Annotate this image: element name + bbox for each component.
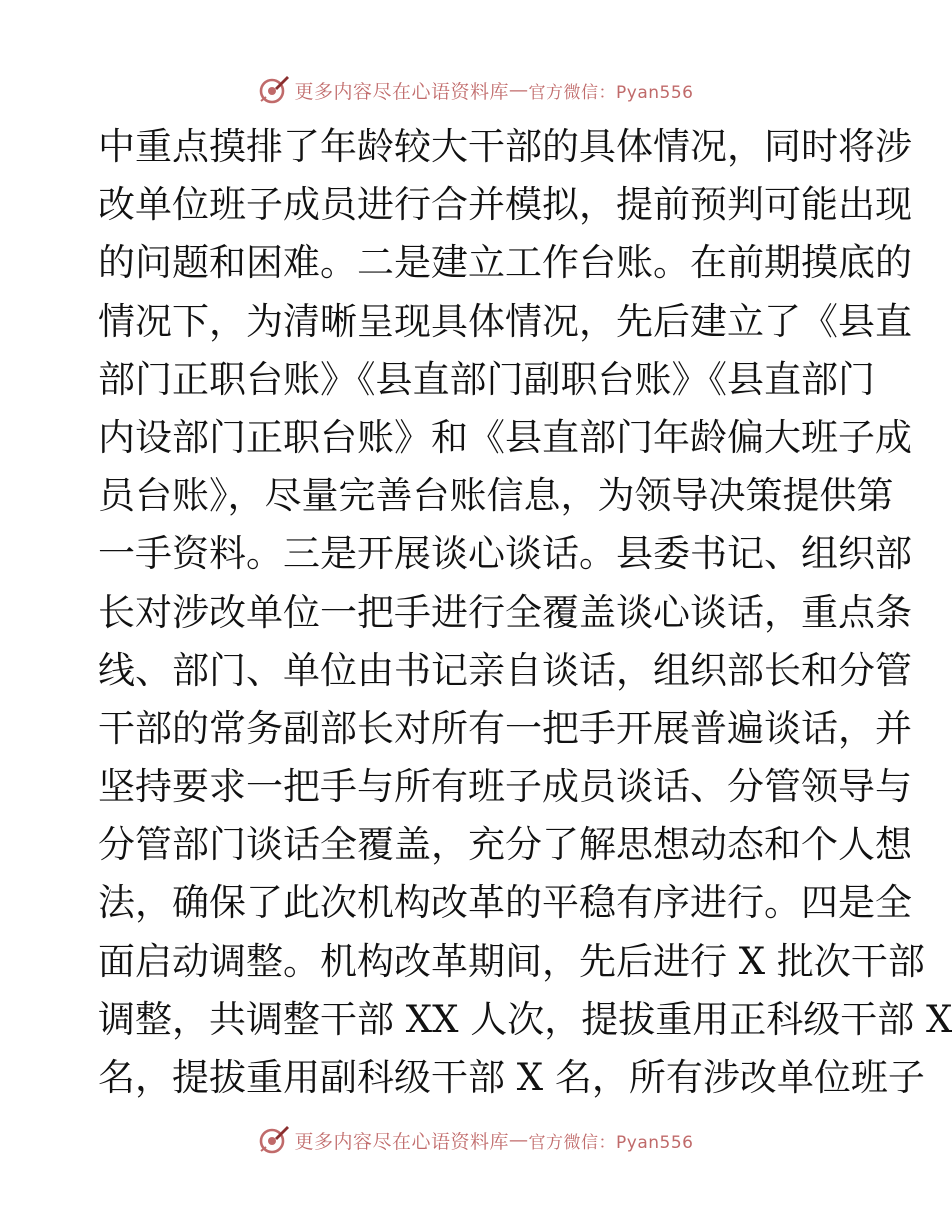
body-line: 改单位班子成员进行合并模拟，提前预判可能出现	[98, 183, 912, 227]
document-body	[98, 118, 952, 1107]
body-line: 情况下，为清晰呈现具体情况，先后建立了《县直	[98, 299, 912, 343]
footer-watermark	[0, 1120, 950, 1160]
header-watermark	[0, 70, 950, 110]
pen-circle-logo-icon	[257, 1123, 291, 1157]
body-line: 内设部门正职台账》和《县直部门年龄偏大班子成	[98, 415, 912, 459]
footer-separator: —	[509, 1129, 529, 1151]
body-line: 的问题和困难。二是建立工作台账。在前期摸底的	[98, 241, 912, 285]
body-line: 一手资料。三是开展谈心谈话。县委书记、组织部	[98, 532, 912, 576]
body-line: 线、部门、单位由书记亲自谈话，组织部长和分管	[98, 648, 912, 692]
footer-contact-text: 官方微信：Pyan556	[528, 1132, 694, 1153]
header-separator: —	[509, 79, 529, 101]
body-line: 调整，共调整干部 XX 人次，提拔重用正科级干部 X	[98, 997, 952, 1041]
body-line: 部门正职台账》《县直部门副职台账》《县直部门	[98, 357, 875, 401]
body-line: 长对涉改单位一把手进行全覆盖谈心谈话，重点条	[98, 590, 912, 634]
body-line: 员台账》，尽量完善台账信息，为领导决策提供第	[98, 474, 894, 518]
header-promo-text: 更多内容尽在心语资料库	[294, 80, 510, 103]
body-line: 中重点摸排了年龄较大干部的具体情况，同时将涉	[98, 125, 912, 168]
body-line: 干部的常务副部长对所有一把手开展普遍谈话，并	[98, 706, 912, 750]
header-contact-text: 官方微信：Pyan556	[528, 82, 694, 103]
body-line: 分管部门谈话全覆盖，充分了解思想动态和个人想	[98, 823, 912, 867]
body-line: 名，提拔重用副科级干部 X 名，所有涉改单位班子	[98, 1056, 925, 1099]
pen-circle-logo-icon	[257, 73, 291, 107]
body-line: 坚持要求一把手与所有班子成员谈话、分管领导与	[98, 765, 912, 809]
body-line: 面启动调整。机构改革期间，先后进行 X 批次干部	[98, 939, 925, 983]
body-line: 法，确保了此次机构改革的平稳有序进行。四是全	[98, 881, 912, 925]
footer-promo-text: 更多内容尽在心语资料库	[294, 1130, 510, 1153]
